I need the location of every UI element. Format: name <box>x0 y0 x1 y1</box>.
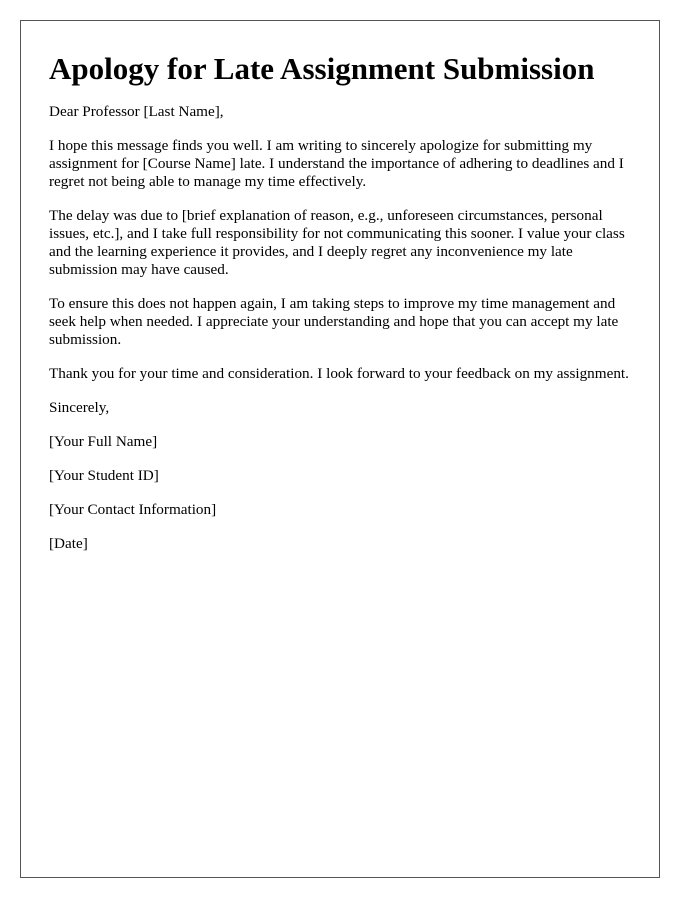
body-paragraph-4: Thank you for your time and consideration. I look forward to your feedback on my assignment. <box>49 365 629 382</box>
body-paragraph-1: I hope this message finds you well. I am writing to sincerely apologize for submitting my assignment for [Course Name] late. I understand the importance of adhering to deadlines and I regret not being able to manage my time effectively. <box>49 137 624 190</box>
salutation: Dear Professor [Last Name], <box>49 103 224 120</box>
letter-title: Apology for Late Assignment Submission <box>49 51 595 86</box>
signature-name: [Your Full Name] <box>49 433 158 450</box>
letter-page <box>20 20 660 878</box>
signature-date: [Date] <box>49 535 88 552</box>
body-paragraph-3: To ensure this does not happen again, I am taking steps to improve my time management and seek help when needed. I appreciate your understanding and hope that you can accept my late submission. <box>49 295 619 348</box>
closing: Sincerely, <box>49 399 110 416</box>
signature-student-id: [Your Student ID] <box>49 467 159 484</box>
body-paragraph-2: The delay was due to [brief explanation of reason, e.g., unforeseen circumstances, personal issues, etc.], and I take full responsibility for not communicating this sooner. I value your class and the learning experience it provides, and I deeply regret any inconvenience my late submission may have caused. <box>49 207 625 278</box>
signature-contact: [Your Contact Information] <box>49 501 217 518</box>
